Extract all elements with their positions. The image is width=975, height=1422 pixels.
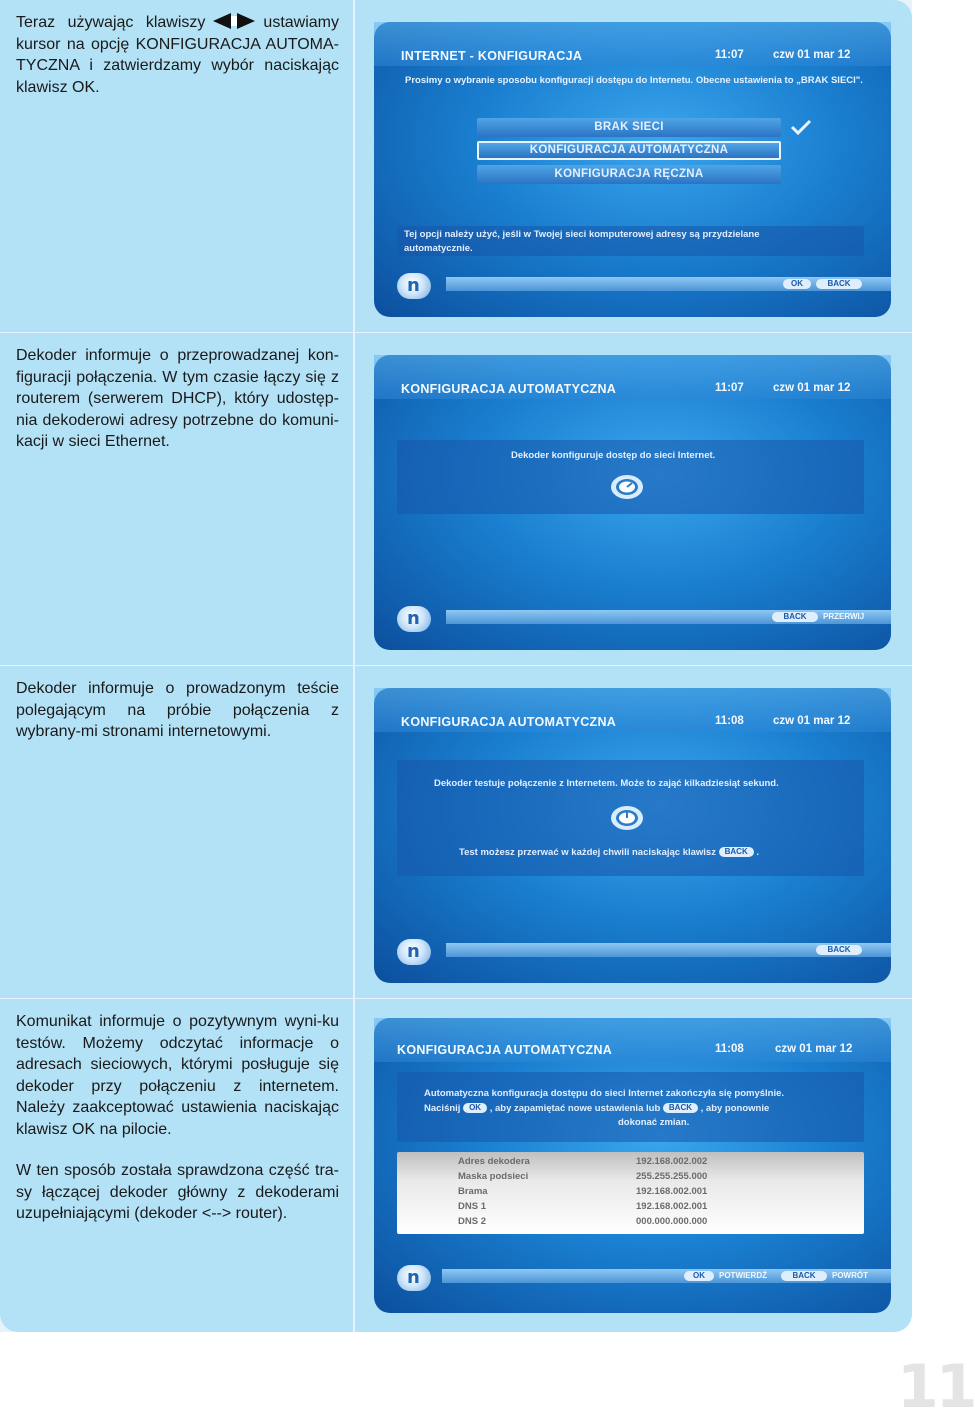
tv-screen-auto-config [374, 355, 891, 650]
net-label: DNS 2 [458, 1216, 486, 1227]
step-3-description [0, 666, 353, 998]
net-label: Adres dekodera [458, 1156, 530, 1167]
n-logo-icon: n [397, 939, 431, 965]
screen-time: 11:08 [715, 1043, 744, 1055]
n-logo-icon: n [397, 273, 431, 299]
back-key-label: PRZERWIJ [823, 612, 865, 621]
step-4-screenshot-cell [355, 999, 912, 1332]
tv-footer [374, 602, 891, 642]
step-1-screenshot-cell [355, 0, 912, 332]
left-right-arrows-icon [213, 12, 255, 30]
step-4-text: Komunikat informuje o pozytywnym wyni-ku testów. Możemy odczytać informacje o adresach sieciowych, którymi posługuje się dekoder przy połączeniu z internetem. Należy zaakceptować ustawienia naciskając klawisz OK na pilocie. [16, 1013, 339, 1138]
net-label: Maska podsieci [458, 1171, 529, 1182]
screen-title: KONFIGURACJA AUTOMATYCZNA [401, 382, 617, 396]
tv-screen-internet-config [374, 22, 891, 317]
clock-icon [610, 474, 644, 500]
screen-message: Dekoder konfiguruje dostęp do sieci Internet. [511, 450, 716, 461]
ok-key[interactable]: OK [684, 1271, 714, 1281]
screen-time: 11:08 [715, 715, 744, 727]
step-2 [0, 333, 912, 665]
tv-footer [374, 1265, 891, 1305]
back-key-label: POWRÓT [832, 1271, 868, 1280]
step-3 [0, 666, 912, 998]
net-value: 192.168.002.001 [636, 1186, 708, 1197]
page-number: 11 [897, 1352, 975, 1422]
screen-hint: Test możesz przerwać w każdej chwili naciskając klawisz BACK . [459, 847, 759, 858]
screen-time: 11:07 [715, 49, 744, 61]
screen-title: INTERNET - KONFIGURACJA [401, 49, 583, 63]
screen-date: czw 01 mar 12 [773, 715, 851, 727]
screen-date: czw 01 mar 12 [775, 1043, 853, 1055]
tv-screen-connection-test [374, 688, 891, 983]
net-label: DNS 1 [458, 1201, 486, 1212]
step-3-text: Dekoder informuje o prowadzonym teście polegającym na próbie połączenia z wybrany-mi stronami internetowymi. [16, 680, 339, 740]
tv-footer [374, 269, 891, 309]
screen-subtitle: Prosimy o wybranie sposobu konfiguracji dostępu do Internetu. Obecne ustawienia to „BRAK SIECI". [405, 75, 863, 86]
net-label: Brama [458, 1186, 488, 1197]
ok-key[interactable]: OK [783, 279, 811, 289]
step-2-screenshot-cell [355, 333, 912, 665]
network-settings-table [397, 1152, 864, 1234]
ok-key-label: POTWIERDŹ [719, 1271, 767, 1280]
screen-title: KONFIGURACJA AUTOMATYCZNA [397, 1043, 613, 1057]
inline-ok-key: OK [463, 1103, 487, 1113]
step-4-description [0, 999, 353, 1332]
tv-footer [374, 935, 891, 975]
menu-item-no-network[interactable]: BRAK SIECI [477, 118, 781, 137]
back-key[interactable]: BACK [781, 1271, 827, 1281]
net-value: 192.168.002.002 [636, 1156, 708, 1167]
clock-icon [610, 805, 644, 831]
menu-item-auto-config[interactable]: KONFIGURACJA AUTOMATYCZNA [477, 141, 781, 160]
net-value: 000.000.000.000 [636, 1216, 708, 1227]
n-logo-icon: n [397, 1265, 431, 1291]
screen-time: 11:07 [715, 382, 744, 394]
net-value: 255.255.255.000 [636, 1171, 708, 1182]
step-3-screenshot-cell [355, 666, 912, 998]
inline-back-key: BACK [663, 1103, 698, 1113]
step-2-text: Dekoder informuje o przeprowadzanej kon-figuracji połączenia. W tym czasie łączy się z routerem (serwerem DHCP), który udostęp-nia dekoderowi adresy potrzebne do komuni-kacji w sieci Ethernet. [16, 347, 339, 450]
back-key[interactable]: BACK [816, 279, 862, 289]
screen-message-line2: Naciśnij OK , aby zapamiętać nowe ustawienia lub BACK , aby ponownie [424, 1103, 770, 1114]
screen-title: KONFIGURACJA AUTOMATYCZNA [401, 715, 617, 729]
step-2-description [0, 333, 353, 665]
checkmark-icon [790, 118, 812, 136]
screen-message: Dekoder testuje połączenie z Internetem. Może to zająć kilkadziesiąt sekund. [434, 778, 779, 789]
step-1-description [0, 0, 353, 332]
tv-screen-config-success [374, 1018, 891, 1313]
step-1 [0, 0, 912, 332]
back-key[interactable]: BACK [772, 612, 818, 622]
menu-item-manual-config[interactable]: KONFIGURACJA RĘCZNA [477, 165, 781, 184]
n-logo-icon: n [397, 606, 431, 632]
inline-back-key: BACK [719, 847, 754, 857]
step-1-text-before: Teraz używając klawiszy [16, 14, 206, 31]
hint-text: Tej opcji należy użyć, jeśli w Twojej sieci komputerowej adresy są przydzielane automatycznie. [404, 229, 760, 254]
step-1-text-after: ustawiamy kursor na opcję KONFIGURACJA AUTOMA-TYCZNA i zatwierdzamy wybór naciskając klawisz OK. [16, 14, 339, 96]
net-value: 192.168.002.001 [636, 1201, 708, 1212]
screen-date: czw 01 mar 12 [773, 382, 851, 394]
back-key[interactable]: BACK [816, 945, 862, 955]
screen-message-line1: Automatyczna konfiguracja dostępu do sieci Internet zakończyła się pomyślnie. [424, 1088, 785, 1099]
step-4 [0, 999, 912, 1332]
step-4-summary-text: W ten sposób została sprawdzona część tra-sy łączącej dekoder główny z dekoderami uzupełniającymi (dekoder <--> router). [16, 1162, 339, 1222]
screen-date: czw 01 mar 12 [773, 49, 851, 61]
screen-message-line3: dokonać zmian. [618, 1117, 690, 1128]
